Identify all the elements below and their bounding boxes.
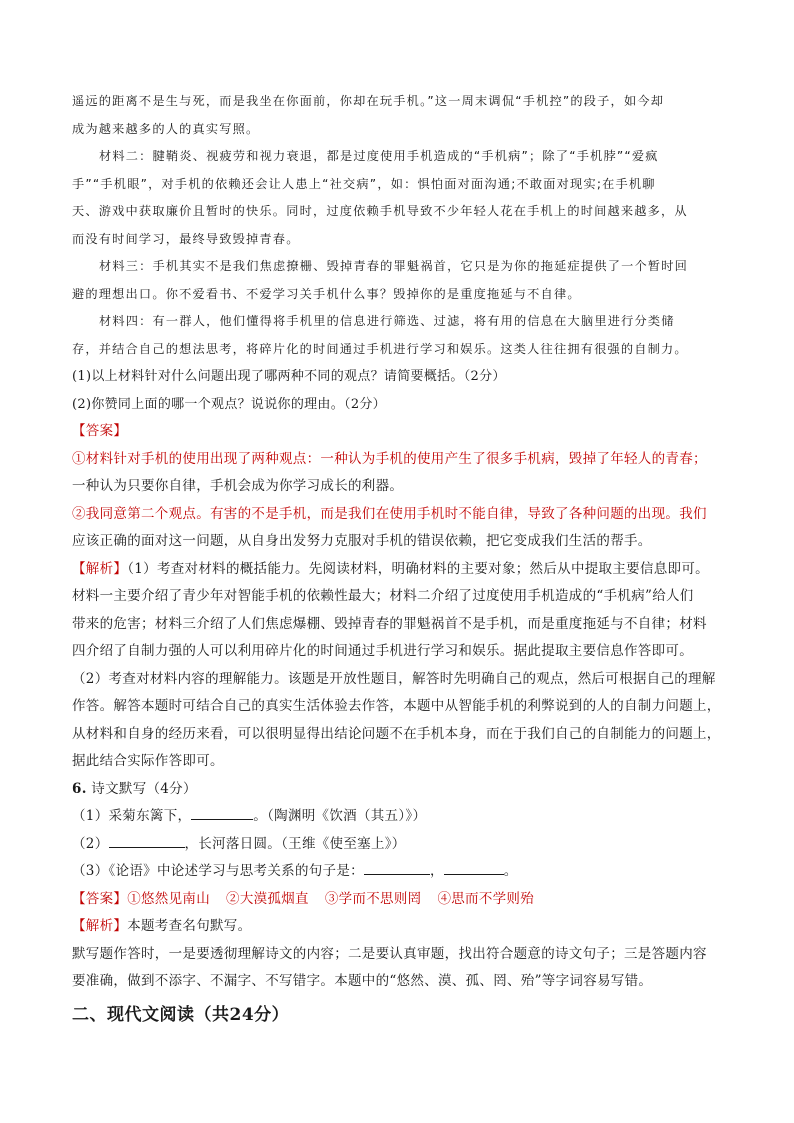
material-one-line: 遥远的距离不是生与死，而是我坐在你面前，你却在玩手机。”这一周末调侃“手机控”的段子，如今却 — [72, 94, 665, 108]
poem-answer: ②大漠孤烟直 — [226, 890, 309, 907]
poem-item-text: （1）采菊东篱下， — [72, 808, 192, 824]
question-two: (2)你赞同上面的哪一个观点？说说你的理由。（2分） — [72, 396, 386, 412]
fill-blank — [444, 860, 504, 875]
poem-answer: ③学而不思则罔 — [324, 890, 422, 907]
material-three-line: 避的理想出口。你不爱看书、不爱学习关手机什么事？毁掉你的是重度拖延与不自律。 — [72, 286, 581, 301]
analysis-line: 默写题作答时，一是要透彻理解诗文的内容；二是要认真审题，找出符合题意的诗文句子；三是答题内容 — [72, 945, 707, 962]
question-six-title: 诗文默写（4分） — [91, 780, 197, 797]
poem-answer: ①悠然见南山 — [127, 890, 211, 907]
material-one-line: 成为越来越多的人的真实写照。 — [72, 121, 260, 136]
analysis-line: 四介绍了自制力强的人可以利用碎片化的时间通过手机进行学习和娱乐。据此提取主要信息作答即可。 — [72, 643, 693, 659]
question-six-heading — [72, 776, 722, 804]
material-two-line: 而没有时间学习，最终导致毁掉青春。 — [72, 231, 300, 246]
document-page — [72, 88, 722, 1030]
material-two-line: 手”“手机眼”，对手机的依赖还会让人患上“社交病”，如：惧怕面对面沟通;不敢面对现实;在手机聊 — [72, 176, 656, 191]
analysis-label: 【解析】 — [72, 560, 128, 577]
fill-blank — [191, 805, 253, 820]
answer-line: ②我同意第二个观点。有害的不是手机，而是我们在使用手机时不能自律，导致了各种问题的出现。我们 — [72, 505, 707, 522]
analysis-line: 带来的危害；材料三介绍了人们焦虑爆棚、毁掉青春的罪魁祸首不是手机，而是重度拖延与不自律；材料 — [72, 615, 707, 632]
answer-line: 一种认为只要你自律，手机会成为你学习成长的利器。 — [72, 478, 404, 494]
analysis-line: 从材料和自身的经历来看，可以很明显得出结论问题不在手机本身，而在于我们自己的自制能力的问题上， — [72, 725, 721, 742]
question-one: (1)以上材料针对什么问题出现了哪两种不同的观点？请简要概括。（2分） — [72, 369, 506, 384]
poem-item-text: ， — [429, 863, 444, 879]
poem-analysis-row — [72, 913, 722, 941]
material-three-line: 材料三：手机其实不是我们焦虑撩栅、毁掉青春的罪魁祸首，它只是为你的拖延症提供了一个暂时回 — [99, 259, 689, 273]
analysis-line: 据此结合实际作答即可。 — [72, 753, 224, 769]
poem-item-text: （3）《论语》中论述学习与思考关系的句子是： — [72, 863, 364, 879]
poem-item-text: 。（陶渊明《饮酒（其五）》） — [253, 808, 427, 824]
analysis-line: 作答。解答本题时可结合自己的真实生活体验去作答，本题中从智能手机的利弊说到的人的自制力问题上， — [72, 698, 721, 714]
answer-line: ①材料针对手机的使用出现了两种观点：一种认为手机的使用产生了很多手机病，毁掉了年轻人的青春； — [72, 450, 707, 467]
poem-answer-row — [72, 886, 722, 914]
analysis-text: 本题考查名句默写。 — [127, 918, 252, 934]
fill-blank — [109, 833, 185, 848]
analysis-label: 【解析】 — [72, 918, 128, 934]
poem-item-three — [72, 858, 722, 886]
poem-answer: ④思而不学则殆 — [437, 890, 535, 907]
material-two-line: 材料二：腱鞘炎、视疲劳和视力衰退，都是过度使用手机造成的“手机病”；除了“手机脖”“爱疯 — [99, 149, 659, 163]
analysis-line: （2）考查对材料内容的理解能力。该题是开放性题目，解答时先明确自己的观点，然后可根据自己的理解 — [72, 670, 716, 687]
material-four-line: 存，并结合自己的想法思考，将碎片化的时间通过手机进行学习和娱乐。这类人往往拥有很强的自制力。 — [72, 341, 688, 356]
analysis-paragraph-one — [72, 556, 722, 584]
answer-line: 应该正确的面对这一问题，从自身出发努力克服对手机的错误依赖，把它变成我们生活的帮手。 — [72, 533, 652, 549]
material-four-line: 材料四：有一群人，他们懂得将手机里的信息进行筛选、过滤，将有用的信息在大脑里进行分类储 — [99, 314, 675, 328]
section-title: 二、现代文阅读（共24分） — [72, 1004, 290, 1025]
question-number: 6. — [72, 780, 87, 797]
fill-blank — [364, 860, 430, 875]
answer-label: 【答案】 — [72, 890, 128, 907]
analysis-line: 要准确，做到不添字、不漏字、不写错字。本题中的“悠然、漠、孤、罔、殆”等字词容易写错。 — [72, 973, 653, 989]
poem-item-two — [72, 831, 722, 859]
analysis-line: 材料一主要介绍了青少年对智能手机的依赖性最大；材料二介绍了过度使用手机造成的“手机病”给人们 — [72, 588, 694, 604]
poem-item-text: 。 — [503, 863, 518, 879]
material-two-line: 天、游戏中获取廉价且暂时的快乐。同时，过度依赖手机导致不少年轻人花在手机上的时间越来越多，从 — [72, 204, 688, 218]
poem-item-text: （2） — [72, 835, 109, 852]
answer-label: 【答案】 — [72, 423, 128, 439]
poem-item-one — [72, 803, 722, 831]
analysis-text: （1）考查对材料的概括能力。先阅读材料，明确材料的主要对象；然后从中提取主要信息即可。 — [127, 560, 709, 577]
poem-item-text: ，长河落日圆。（王维《使至塞上》） — [184, 835, 406, 852]
